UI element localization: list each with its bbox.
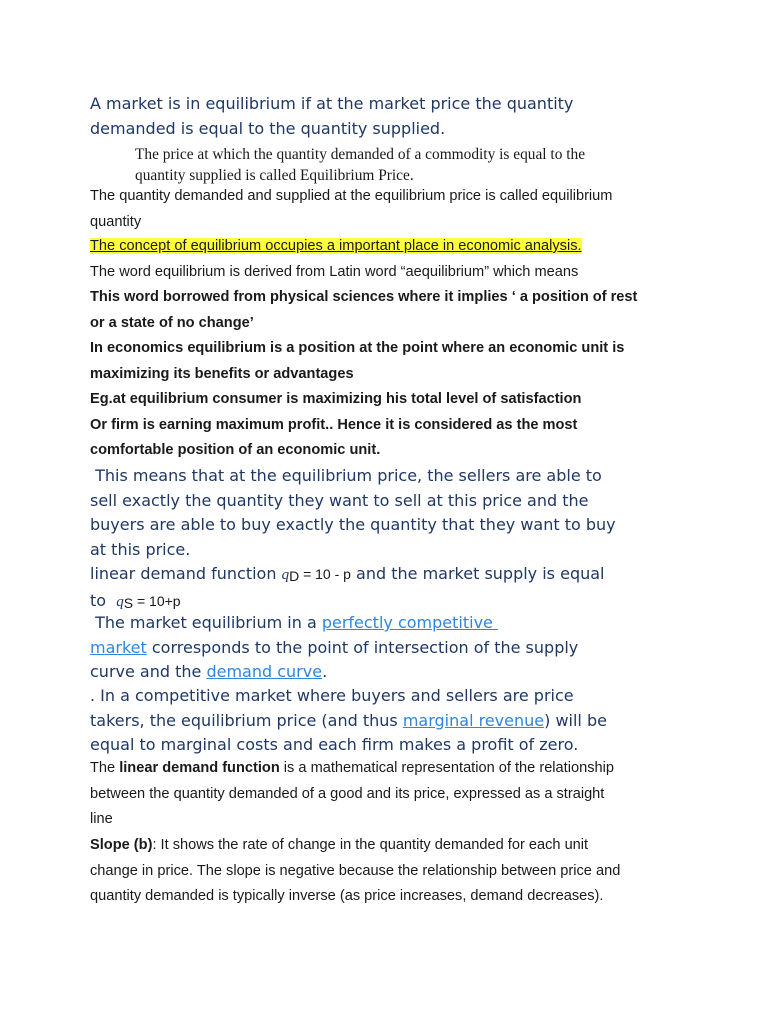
linear-demand-pre: The bbox=[90, 760, 120, 776]
slope-line-3: quantity demanded is typically inverse (as price increases, demand decreases). bbox=[90, 888, 604, 904]
intro-paragraph bbox=[90, 92, 690, 141]
demand-line-1 bbox=[90, 562, 690, 589]
linear-demand-paragraph bbox=[90, 756, 690, 833]
demand-lead: linear demand function bbox=[90, 564, 282, 583]
highlighted-sentence bbox=[90, 234, 690, 260]
linear-demand-term: linear demand function bbox=[119, 760, 280, 776]
linear-demand-line-2: between the quantity demanded of a good and its price, expressed as a straight bbox=[90, 785, 605, 802]
q-symbol: q bbox=[281, 567, 290, 583]
slope-post: : It shows the rate of change in the quantity demanded for each unit bbox=[152, 837, 589, 853]
meaning-paragraph bbox=[90, 464, 690, 562]
bold-line: This word borrowed from physical sciences where it implies ‘ a position of rest bbox=[90, 289, 638, 305]
demand-function-paragraph bbox=[90, 562, 690, 615]
market-eq-line3-pre: curve and the bbox=[90, 662, 207, 681]
bold-line: maximizing its benefits or advantages bbox=[90, 365, 354, 382]
market-eq-line-3 bbox=[90, 660, 690, 685]
slope-line-1 bbox=[90, 833, 690, 859]
competitive-line-2 bbox=[90, 709, 690, 734]
intro-line-1: A market is in equilibrium if at the market price the quantity bbox=[90, 94, 574, 113]
subscript-s: S bbox=[123, 594, 134, 611]
equilibrium-price-definition bbox=[135, 145, 735, 186]
eq-quantity-line-1: The quantity demanded and supplied at the equilibrium price is called equilibrium bbox=[90, 188, 613, 204]
market-eq-line-2 bbox=[90, 636, 690, 661]
q-symbol: q bbox=[116, 593, 124, 610]
bold-line: Or firm is earning maximum profit.. Hence it is considered as the most bbox=[90, 416, 578, 433]
demand-curve-link[interactable]: demand curve bbox=[206, 662, 323, 681]
meaning-line: sell exactly the quantity they want to sell at this price and the bbox=[90, 490, 589, 510]
linear-demand-line-1 bbox=[90, 756, 690, 782]
demand-tail: and the market supply is equal bbox=[350, 564, 605, 583]
slope-term: Slope (b) bbox=[90, 837, 153, 853]
definition-line-2: quantity supplied is called Equilibrium Price. bbox=[135, 166, 414, 184]
intro-line-2: demanded is equal to the quantity supplied. bbox=[90, 118, 446, 138]
competitive-market-paragraph bbox=[90, 684, 690, 758]
linear-demand-post: is a mathematical representation of the relationship bbox=[279, 760, 614, 776]
supply-expression: = 10+p bbox=[133, 592, 181, 609]
marginal-revenue-link[interactable]: marginal revenue bbox=[402, 710, 545, 730]
market-eq-mid: corresponds to the point of intersection of the supply bbox=[146, 637, 579, 657]
competitive-line-2-pre: takers, the equilibrium price (and thus bbox=[90, 710, 403, 730]
competitive-line-2-post: ) will be bbox=[544, 710, 607, 730]
slope-line-2: change in price. The slope is negative because the relationship between price and bbox=[90, 862, 621, 879]
meaning-line: at this price. bbox=[90, 539, 191, 559]
perfectly-competitive-market-link[interactable]: market bbox=[90, 637, 147, 657]
linear-demand-line-3: line bbox=[90, 811, 113, 827]
highlighted-text: The concept of equilibrium occupies a important place in economic analysis. bbox=[90, 238, 582, 254]
meaning-line: This means that at the equilibrium price, the sellers are able to bbox=[90, 466, 602, 485]
competitive-line-1: . In a competitive market where buyers and sellers are price bbox=[90, 686, 574, 705]
market-eq-line-1 bbox=[90, 611, 690, 636]
definition-line-1: The price at which the quantity demanded of a commodity is equal to the bbox=[135, 146, 586, 163]
bold-line: or a state of no change’ bbox=[90, 314, 254, 331]
market-equilibrium-paragraph bbox=[90, 611, 690, 685]
meaning-line: buyers are able to buy exactly the quantity that they want to buy bbox=[90, 515, 616, 534]
equilibrium-quantity-paragraph bbox=[90, 184, 690, 235]
market-eq-end: . bbox=[322, 662, 328, 681]
latin-origin-line: The word equilibrium is derived from Latin word “aequilibrium” which means bbox=[90, 264, 579, 280]
to-word: to bbox=[90, 590, 117, 610]
demand-expression: = 10 - p bbox=[299, 566, 351, 582]
perfectly-competitive-market-link[interactable]: perfectly competitive bbox=[321, 613, 498, 632]
bold-line: In economics equilibrium is a position at the point where an economic unit is bbox=[90, 340, 625, 356]
bold-line: comfortable position of an economic unit. bbox=[90, 442, 381, 458]
market-eq-pre: The market equilibrium in a bbox=[90, 613, 322, 632]
eq-quantity-line-2: quantity bbox=[90, 213, 142, 230]
subscript-d: D bbox=[289, 568, 300, 584]
bold-paragraph bbox=[90, 285, 690, 464]
competitive-line-3: equal to marginal costs and each firm makes a profit of zero. bbox=[90, 735, 579, 754]
bold-line: Eg.at equilibrium consumer is maximizing his total level of satisfaction bbox=[90, 391, 582, 407]
slope-paragraph bbox=[90, 833, 690, 910]
